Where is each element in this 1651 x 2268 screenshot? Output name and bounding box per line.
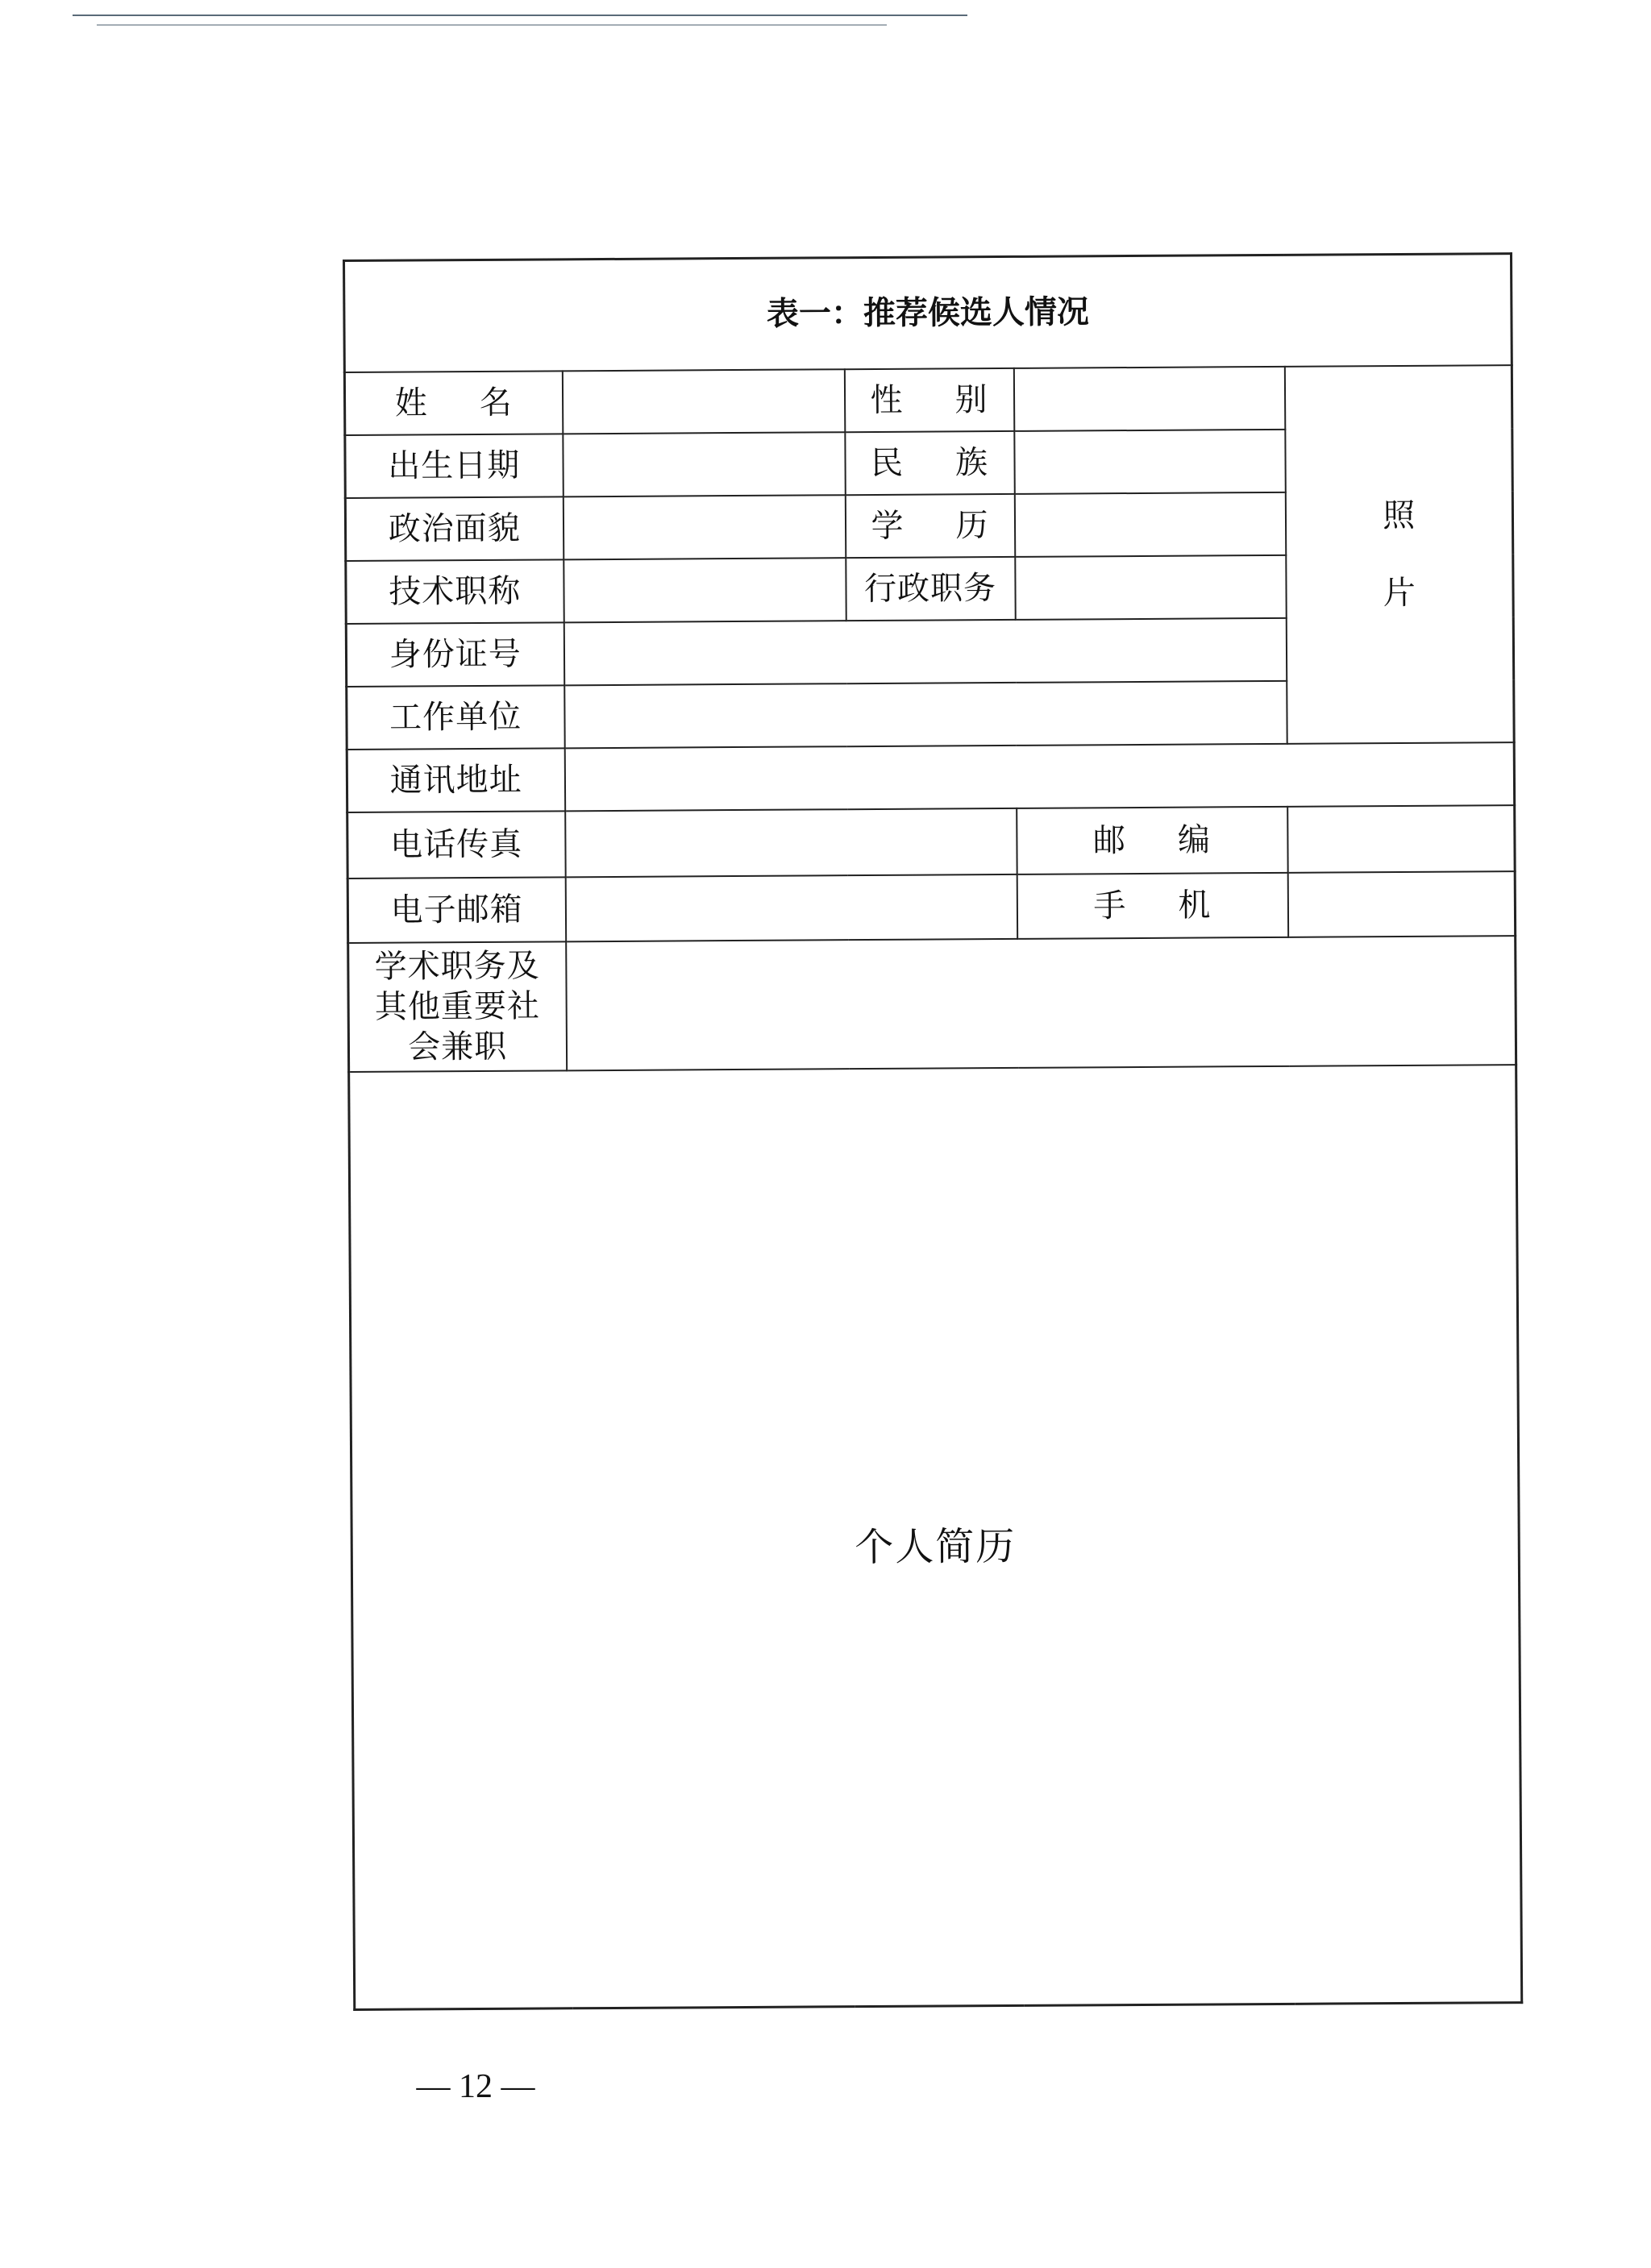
birth-date-field[interactable] [563, 432, 845, 496]
name-field[interactable] [562, 369, 844, 434]
scan-edge-line [73, 15, 967, 16]
education-label: 学 历 [845, 493, 1014, 557]
id-number-field[interactable] [564, 617, 1286, 684]
birth-date-label: 出生日期 [345, 434, 563, 498]
academic-positions-field[interactable] [566, 936, 1516, 1070]
scan-edge-line [97, 24, 887, 26]
ethnicity-label: 民 族 [845, 430, 1014, 494]
technical-title-field[interactable] [564, 558, 846, 622]
candidate-form [343, 252, 1520, 2011]
address-field[interactable] [564, 742, 1514, 811]
technical-title-label: 技术职称 [346, 559, 564, 624]
page-number: — 12 — [416, 2068, 535, 2105]
photo-label-1: 照 [1383, 496, 1416, 534]
gender-label: 性 别 [844, 368, 1013, 431]
email-field[interactable] [565, 874, 1017, 941]
administrative-position-label: 行政职务 [846, 556, 1015, 620]
workplace-field[interactable] [564, 680, 1287, 747]
mobile-field[interactable] [1287, 871, 1516, 937]
address-label: 通讯地址 [347, 748, 564, 812]
photo-box[interactable] [1284, 365, 1514, 744]
postcode-label: 邮 编 [1017, 806, 1287, 874]
ethnicity-field[interactable] [1014, 429, 1285, 493]
photo-label-2: 片 [1383, 574, 1416, 612]
political-status-label: 政治面貌 [345, 496, 563, 561]
education-field[interactable] [1014, 492, 1285, 556]
administrative-position-field[interactable] [1015, 555, 1286, 619]
gender-field[interactable] [1013, 366, 1284, 430]
workplace-label: 工作单位 [347, 685, 564, 750]
candidate-info-table [343, 252, 1523, 2011]
email-label: 电子邮箱 [347, 877, 565, 943]
political-status-field[interactable] [563, 495, 845, 559]
resume-section[interactable] [349, 1065, 1522, 2010]
mobile-label: 手 机 [1017, 872, 1287, 938]
form-title: 表一：推荐候选人情况 [344, 254, 1512, 372]
academic-positions-label: 学术职务及 其他重要社 会兼职 [348, 941, 567, 1072]
id-number-label: 身份证号 [346, 622, 564, 687]
name-label: 姓 名 [344, 371, 562, 435]
resume-title: 个人简历 [855, 1524, 1017, 1571]
postcode-field[interactable] [1287, 805, 1516, 873]
phone-fax-field[interactable] [565, 808, 1017, 876]
phone-fax-label: 电话传真 [347, 811, 565, 879]
